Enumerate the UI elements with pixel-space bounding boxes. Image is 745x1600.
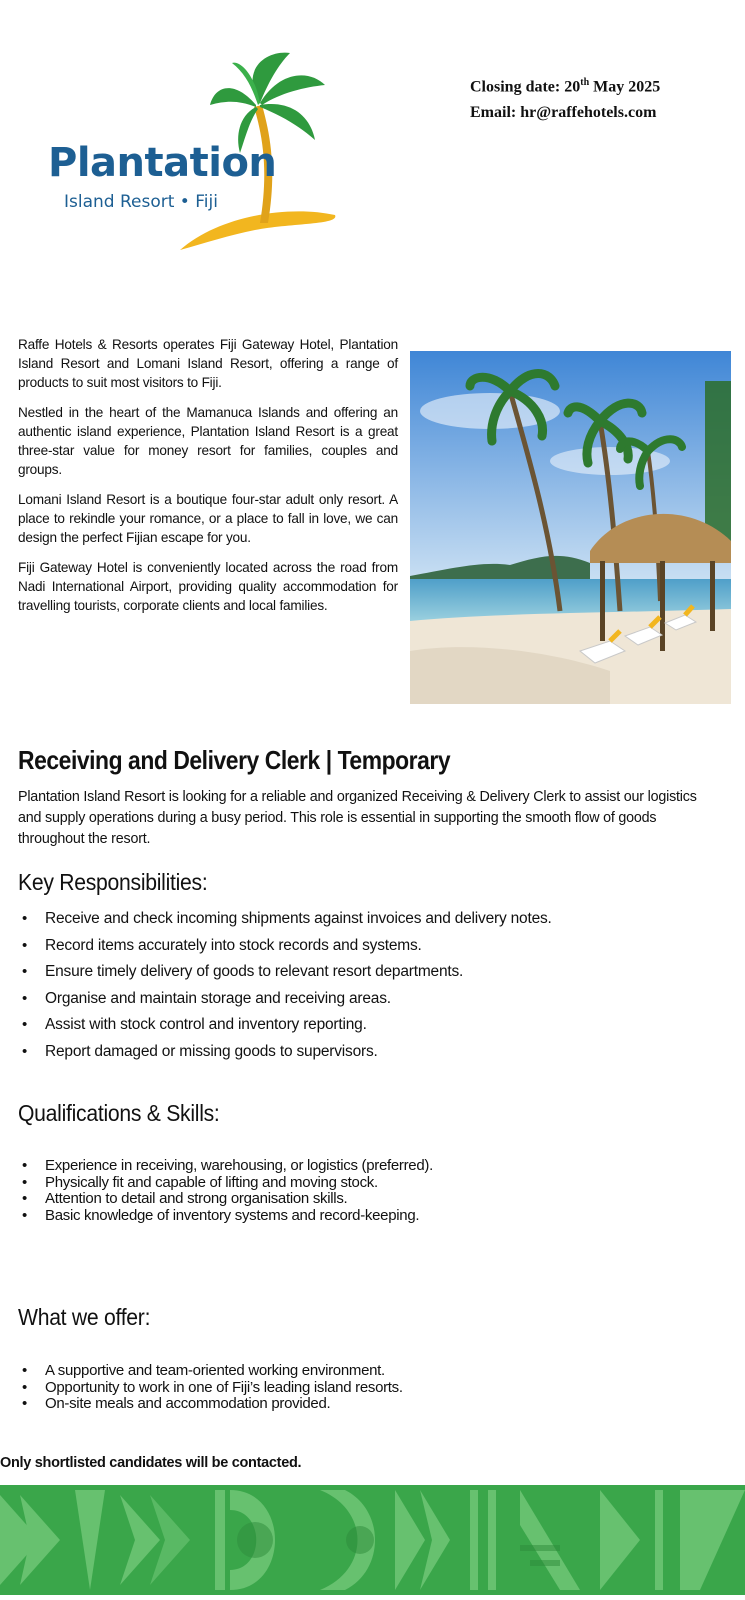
offer-heading: What we offer:	[18, 1304, 151, 1330]
list-item: • Experience in receiving, warehousing, or logistics (preferred).	[18, 1158, 433, 1175]
list-item: • Record items accurately into stock records and systems.	[18, 933, 552, 960]
offer-list	[18, 1363, 403, 1413]
contact-email: Email: hr@raffehotels.com	[470, 104, 657, 121]
qualifications-list	[18, 1158, 433, 1224]
resort-logo	[40, 45, 350, 260]
decorative-pattern-band	[0, 1485, 745, 1595]
list-item: • Opportunity to work in one of Fiji’s leading island resorts.	[18, 1380, 403, 1397]
beach-photo	[410, 351, 731, 704]
list-item: • Organise and maintain storage and receiving areas.	[18, 986, 552, 1013]
intro-paragraph: Raffe Hotels & Resorts operates Fiji Gateway Hotel, Plantation Island Resort and Lomani Island Resort, offering a range of products to suit most visitors to Fiji.	[18, 337, 398, 390]
responsibilities-list	[18, 906, 552, 1065]
list-item: • Report damaged or missing goods to supervisors.	[18, 1039, 552, 1066]
closing-date-rest: May 2025	[589, 78, 661, 96]
intro-paragraph: Fiji Gateway Hotel is conveniently located across the road from Nadi International Airport, providing quality accommodation for travelling tourists, corporate clients and local families.	[18, 560, 398, 613]
list-item: • Attention to detail and strong organisation skills.	[18, 1191, 433, 1208]
list-item: • On-site meals and accommodation provided.	[18, 1396, 403, 1413]
logo-title: Plantation	[48, 140, 277, 186]
responsibilities-heading: Key Responsibilities:	[18, 869, 208, 895]
closing-date	[470, 77, 660, 96]
list-item: • Assist with stock control and inventory reporting.	[18, 1012, 552, 1039]
list-item: • Physically fit and capable of lifting and moving stock.	[18, 1175, 433, 1192]
list-item: • Basic knowledge of inventory systems and record-keeping.	[18, 1208, 433, 1225]
list-item: • A supportive and team-oriented working environment.	[18, 1363, 403, 1380]
list-item: • Receive and check incoming shipments against invoices and delivery notes.	[18, 906, 552, 933]
job-description: Plantation Island Resort is looking for a reliable and organized Receiving & Delivery Clerk to assist our logistics and supply operations during a busy period. This role is essential in supporting the smooth flow of goods throughout the resort.	[18, 789, 697, 847]
intro-paragraph: Nestled in the heart of the Mamanuca Islands and offering an authentic island experience, Plantation Island Resort is a great three-star value for money resort for families, couples and groups.	[18, 405, 398, 477]
closing-date-sup: th	[580, 77, 590, 88]
qualifications-heading: Qualifications & Skills:	[18, 1100, 220, 1126]
intro-text	[18, 335, 398, 626]
job-title: Receiving and Delivery Clerk | Temporary	[18, 745, 451, 775]
list-item: • Ensure timely delivery of goods to relevant resort departments.	[18, 959, 552, 986]
logo-subtitle: Island Resort • Fiji	[64, 192, 218, 212]
closing-note: Only shortlisted candidates will be contacted.	[0, 1455, 302, 1471]
closing-date-label: Closing date: 20	[470, 78, 581, 96]
intro-paragraph: Lomani Island Resort is a boutique four-star adult only resort. A place to rekindle your romance, or a place to fall in love, we can design the perfect Fijian escape for you.	[18, 492, 398, 545]
